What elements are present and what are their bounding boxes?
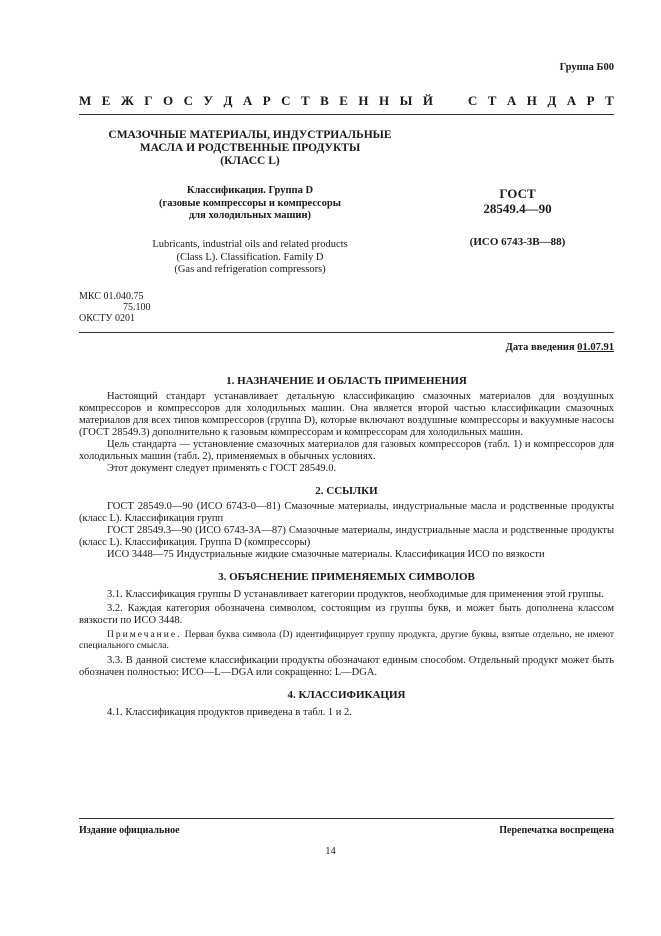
section-3-paragraph: 3.2. Каждая категория обозначена символом, состоящим из группы букв, и может быть дополнена классом вязкости по ИСО 3448. (79, 603, 614, 626)
official-edition-label: Издание официальное (79, 825, 180, 836)
reprint-prohibited-label: Перепечатка воспрещена (499, 825, 614, 836)
section-1-paragraph: Этот документ следует применять с ГОСТ 28549.0. (107, 463, 337, 474)
page-number: 14 (325, 846, 336, 857)
interstate-standard-banner: М Е Ж Г О С У Д А Р С Т В Е Н Н Ы Й С Т А Н Д А Р Т (79, 93, 614, 108)
section-4-title: 4. КЛАССИФИКАЦИЯ (287, 689, 406, 701)
standard-subtitle: Классификация. Группа D (газовые компрессоры и компрессоры для холодильных машин) (159, 185, 341, 221)
section-1-paragraph: Цель стандарта — установление смазочных материалов для газовых компрессоров (табл. 1) и компрессоров для холодильных машин (табл. 2), применяемых в обычных условиях. (79, 439, 614, 462)
introduction-date-value: 01.07.91 (577, 342, 614, 353)
iso-designation: (ИСО 6743-3В—88) (469, 236, 566, 248)
document-body (79, 371, 614, 719)
classification-codes: МКС 01.040.75 75.100 ОКСТУ 0201 (79, 291, 151, 324)
gost-designation: ГОСТ 28549.4—90 (483, 186, 552, 216)
section-4-paragraph: 4.1. Классификация продуктов приведена в табл. 1 и 2. (107, 707, 352, 718)
group-label: Группа Б00 (559, 62, 614, 73)
section-1-paragraph: Настоящий стандарт устанавливает детальную классификацию смазочных материалов для воздушных компрессоров и компрессоров для холодильных машин. Она является второй частью классификации смазочных материалов для всех типов компрессоров (группа D), которые включают воздушные компрессоры и вакуумные насосы (ГОСТ 28549.3) дополнительно к газовым компрессорам и компрессорам для холодильных машин. (79, 391, 614, 438)
section-3-paragraph: 3.1. Классификация группы D устанавливает категории продуктов, необходимые для применения этой группы. (107, 589, 604, 600)
codes-rule (79, 332, 614, 333)
section-2-title: 2. ССЫЛКИ (315, 485, 378, 497)
introduction-date: Дата введения 01.07.91 (505, 342, 614, 353)
section-1-title: 1. НАЗНАЧЕНИЕ И ОБЛАСТЬ ПРИМЕНЕНИЯ (226, 375, 467, 387)
section-3-title: 3. ОБЪЯСНЕНИЕ ПРИМЕНЯЕМЫХ СИМВОЛОВ (218, 571, 475, 583)
section-2-reference: ГОСТ 28549.0—90 (ИСО 6743-0—81) Смазочные материалы, индустриальные масла и родственные продукты (класс L). Классификация групп (79, 501, 614, 524)
header-rule (79, 114, 614, 115)
section-3-note: Примечание. Первая буква символа (D) идентифицирует группу продукта, другие буквы, взятые отдельно, не имеют специального смысла. (79, 630, 614, 651)
english-title: Lubricants, industrial oils and related products (Class L). Classification. Family D (Gas and refrigeration compressors) (152, 239, 348, 275)
section-2-reference: ГОСТ 28549.3—90 (ИСО 6743-3А—87) Смазочные материалы, индустриальные масла и родственные продукты (класс L). Классификация. Группа D (компрессоры) (79, 525, 614, 548)
standard-title: СМАЗОЧНЫЕ МАТЕРИАЛЫ, ИНДУСТРИАЛЬНЫЕ МАСЛА И РОДСТВЕННЫЕ ПРОДУКТЫ (КЛАСС L) (108, 129, 392, 167)
section-2-reference: ИСО 3448—75 Индустриальные жидкие смазочные материалы. Классификация ИСО по вязкости (107, 549, 545, 560)
section-3-paragraph: 3.3. В данной системе классификации продукты обозначают единым способом. Отдельный продукт может быть обозначен полностью: ИСО—L—DGA или сокращенно: L—DGA. (79, 655, 614, 678)
footer-rule (79, 818, 614, 819)
